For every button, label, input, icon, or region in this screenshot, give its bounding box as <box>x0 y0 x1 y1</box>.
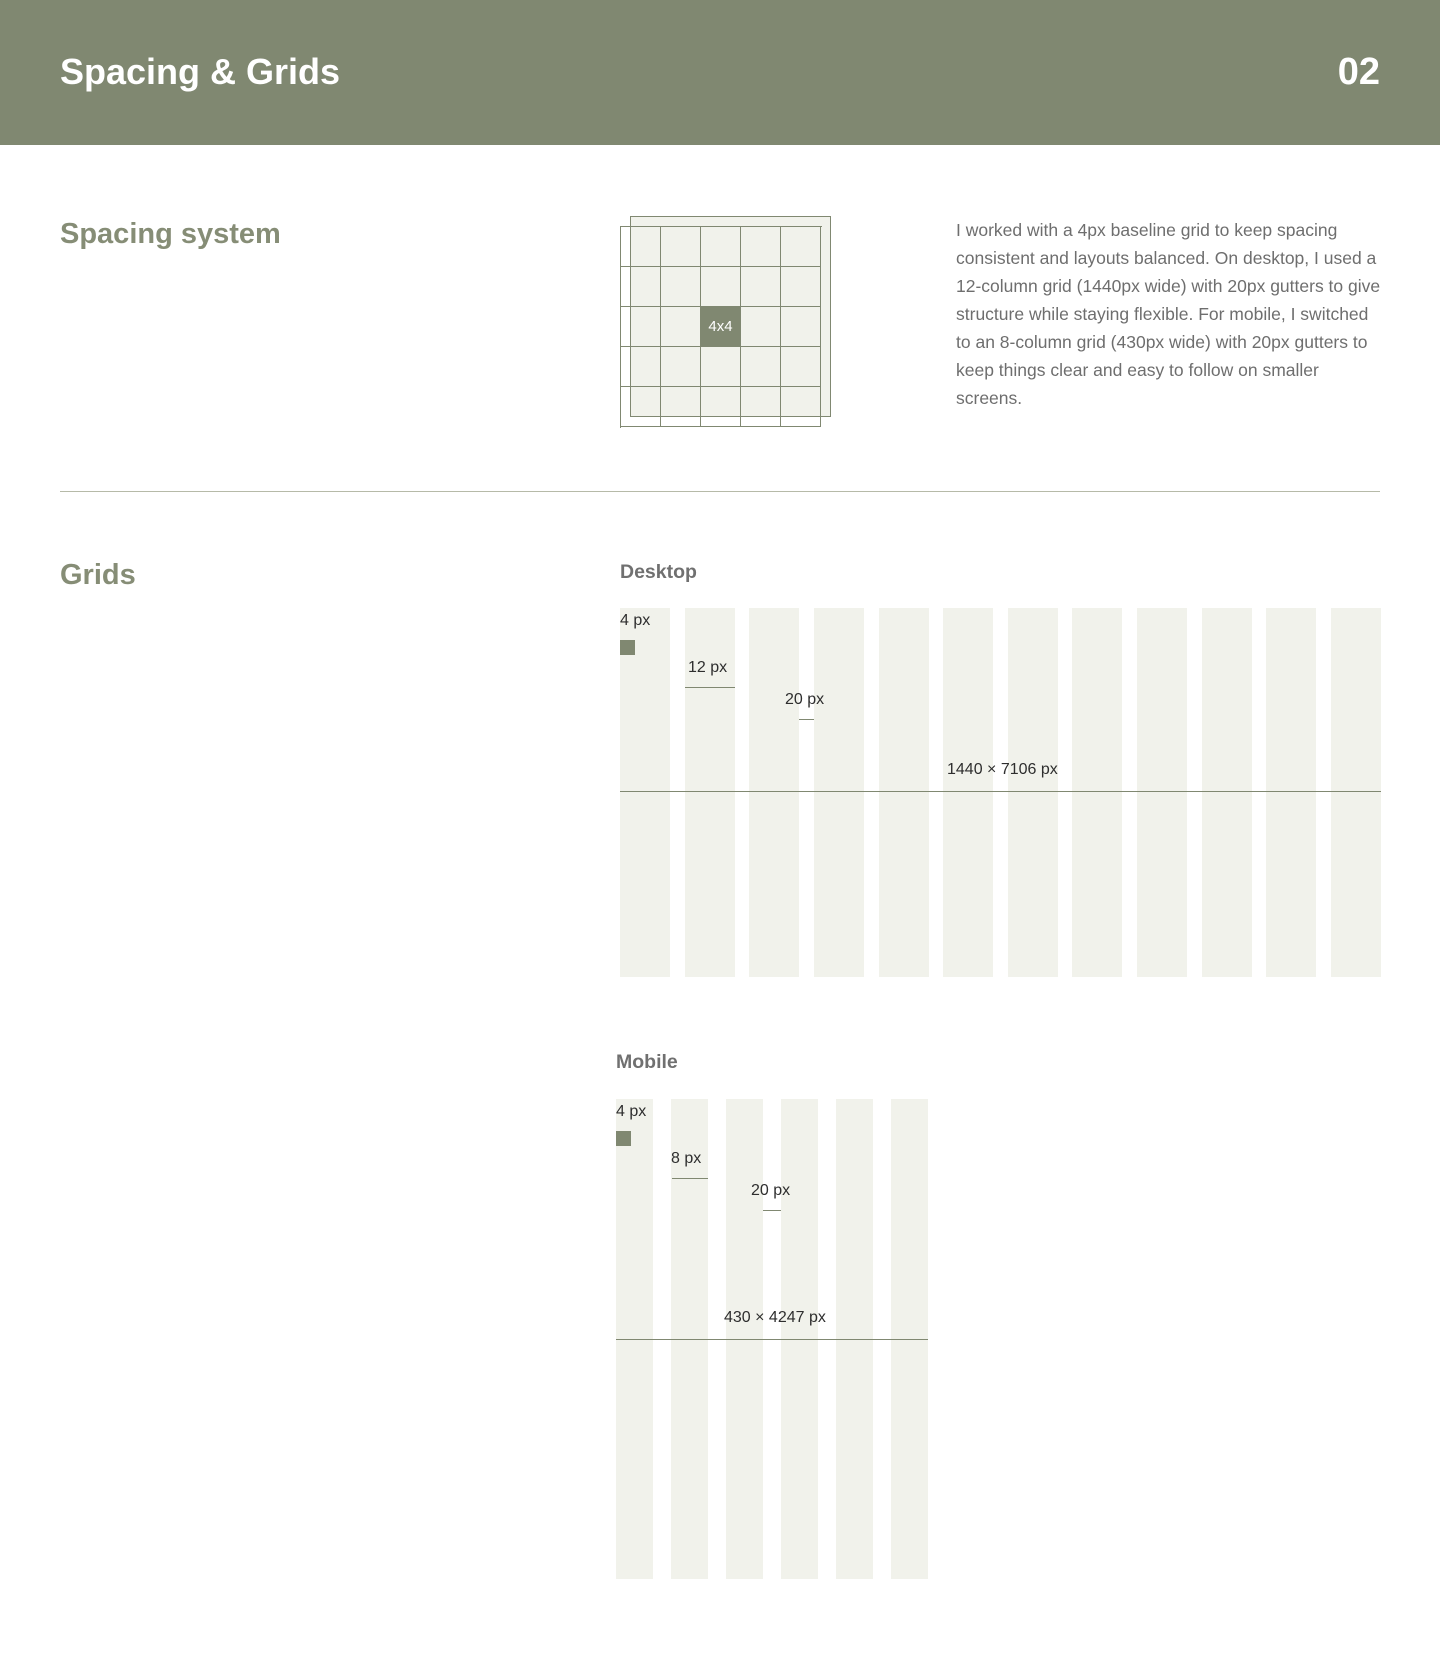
spacing-system-heading: Spacing system <box>60 218 281 250</box>
desktop-gutter-line <box>799 719 814 720</box>
desktop-grid-column <box>1202 608 1252 977</box>
desktop-grid-column <box>814 608 864 977</box>
desktop-size-line <box>620 791 1381 792</box>
desktop-grid-column <box>1331 608 1381 977</box>
baseline-grid-cell <box>781 347 821 387</box>
baseline-grid-front-layer <box>620 226 822 428</box>
baseline-grid-cell <box>621 267 661 307</box>
baseline-grid-cell <box>741 347 781 387</box>
desktop-grid-column <box>749 608 799 977</box>
baseline-grid-cell <box>661 307 701 347</box>
desktop-grid-column <box>1137 608 1187 977</box>
desktop-grid-column <box>1072 608 1122 977</box>
section-divider <box>60 491 1380 492</box>
baseline-grid-cell <box>741 387 781 427</box>
desktop-grid-column <box>620 608 670 977</box>
baseline-grid-illustration <box>620 216 834 428</box>
desktop-grid-column <box>879 608 929 977</box>
spacing-description: I worked with a 4px baseline grid to keep spacing consistent and layouts balanced. On desktop, I used a 12-column grid (1440px wide) with 20px gutters to give structure while staying flexible. For mobile, I switched to an 8-column grid (430px wide) with 20px gutters to keep things clear and easy to follow on smaller screens. <box>956 220 1381 408</box>
desktop-grid-column <box>1266 608 1316 977</box>
desktop-grid-columns <box>620 608 1381 977</box>
mobile-column-width-line <box>672 1178 708 1179</box>
baseline-grid-cell <box>701 387 741 427</box>
desktop-column-width-label: 12 px <box>688 659 728 676</box>
mobile-gutter-line <box>763 1210 781 1211</box>
baseline-grid-cell <box>741 227 781 267</box>
desktop-grid-column <box>943 608 993 977</box>
mobile-unit-square <box>616 1131 631 1146</box>
baseline-grid-cell <box>661 387 701 427</box>
baseline-grid-highlight-cell: 4x4 <box>701 307 741 347</box>
mobile-column-width-label: 8 px <box>671 1150 702 1167</box>
page-title: Spacing & Grids <box>60 51 341 92</box>
desktop-grid-column <box>1008 608 1058 977</box>
baseline-grid-cell <box>621 347 661 387</box>
baseline-grid-cell <box>701 267 741 307</box>
mobile-size-label: 430 × 4247 px <box>724 1309 826 1326</box>
desktop-gutter-label: 20 px <box>785 691 825 708</box>
baseline-grid-cell <box>781 227 821 267</box>
mobile-size-line <box>616 1339 928 1340</box>
baseline-grid-cell <box>781 267 821 307</box>
desktop-grid-label: Desktop <box>620 561 697 583</box>
baseline-grid-cell <box>701 347 741 387</box>
baseline-grid-cell <box>621 227 661 267</box>
baseline-grid-cell <box>701 227 741 267</box>
baseline-grid-cell <box>781 307 821 347</box>
desktop-unit-square <box>620 640 635 655</box>
baseline-grid-cell <box>621 387 661 427</box>
mobile-gutter-label: 20 px <box>751 1182 791 1199</box>
baseline-grid-cell <box>661 347 701 387</box>
baseline-grid-cell <box>741 267 781 307</box>
desktop-column-width-line <box>685 687 735 688</box>
mobile-grid-label: Mobile <box>616 1051 678 1073</box>
page-header <box>0 0 1440 145</box>
grids-heading: Grids <box>60 559 136 591</box>
baseline-grid-cell <box>781 387 821 427</box>
desktop-size-label: 1440 × 7106 px <box>947 761 1058 778</box>
mobile-unit-label: 4 px <box>616 1103 647 1120</box>
baseline-grid-cell <box>741 307 781 347</box>
desktop-unit-label: 4 px <box>620 612 651 629</box>
section-number: 02 <box>1337 51 1380 93</box>
baseline-grid-cell <box>621 307 661 347</box>
baseline-grid-cell <box>661 267 701 307</box>
baseline-grid-cell <box>661 227 701 267</box>
